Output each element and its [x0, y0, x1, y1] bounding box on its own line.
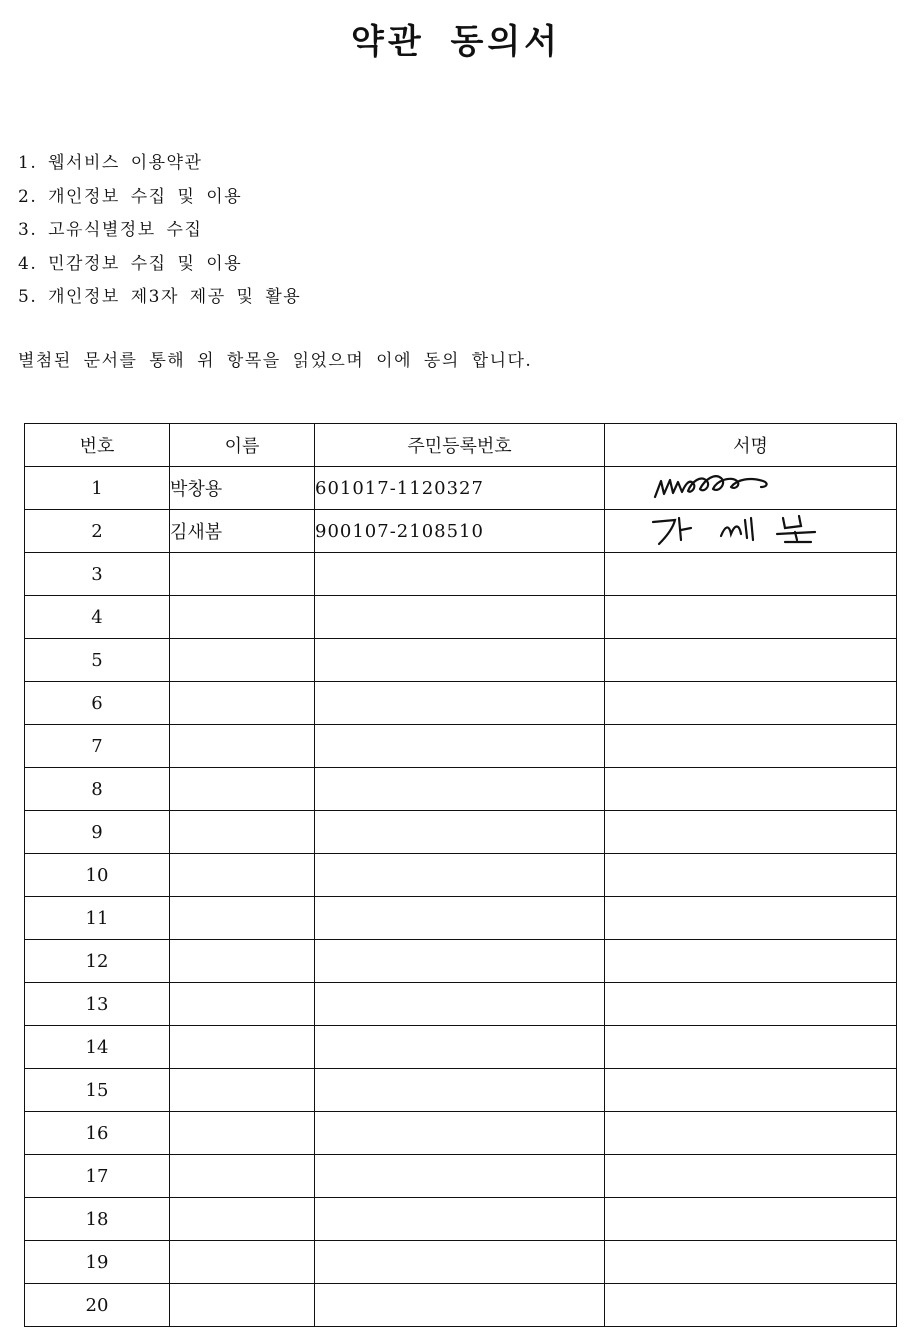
- row-number: 19: [25, 1241, 170, 1284]
- row-resident-number: [315, 639, 605, 682]
- row-number: 14: [25, 1026, 170, 1069]
- row-number: 6: [25, 682, 170, 725]
- row-signature[interactable]: [605, 725, 897, 768]
- row-resident-number: [315, 854, 605, 897]
- row-signature[interactable]: [605, 768, 897, 811]
- row-number: 12: [25, 940, 170, 983]
- row-signature[interactable]: [605, 1069, 897, 1112]
- row-resident-number: [315, 768, 605, 811]
- term-item: 2. 개인정보 수집 및 이용: [18, 186, 243, 207]
- table-row: [25, 1112, 897, 1155]
- row-name: [170, 1241, 315, 1284]
- row-name: [170, 639, 315, 682]
- header-number: 번호: [25, 424, 170, 467]
- table-row: [25, 1069, 897, 1112]
- table-row: [25, 510, 897, 553]
- row-resident-number: [315, 983, 605, 1026]
- table-row: [25, 639, 897, 682]
- table-row: [25, 983, 897, 1026]
- row-signature[interactable]: [605, 639, 897, 682]
- row-signature[interactable]: [605, 854, 897, 897]
- table-row: [25, 596, 897, 639]
- row-name: [170, 682, 315, 725]
- row-resident-number: [315, 1026, 605, 1069]
- header-resident-number: 주민등록번호: [315, 424, 605, 467]
- row-resident-number: [315, 596, 605, 639]
- row-resident-number: [315, 1155, 605, 1198]
- row-number: 18: [25, 1198, 170, 1241]
- row-name: [170, 811, 315, 854]
- row-resident-number: 601017-1120327: [315, 467, 605, 510]
- row-name: [170, 983, 315, 1026]
- row-name: [170, 1155, 315, 1198]
- table-row: [25, 940, 897, 983]
- table-row: [25, 897, 897, 940]
- consent-statement: 별첨된 문서를 통해 위 항목을 읽었으며 이에 동의 합니다.: [18, 351, 533, 371]
- row-signature: [605, 467, 897, 510]
- row-signature[interactable]: [605, 1241, 897, 1284]
- row-number: 15: [25, 1069, 170, 1112]
- row-number: 2: [25, 510, 170, 553]
- row-name: [170, 768, 315, 811]
- row-name: [170, 854, 315, 897]
- term-item: 3. 고유식별정보 수집: [18, 220, 203, 240]
- table-row: [25, 811, 897, 854]
- row-resident-number: 900107-2108510: [315, 510, 605, 553]
- row-name: [170, 553, 315, 596]
- row-number: 20: [25, 1284, 170, 1327]
- row-resident-number: [315, 811, 605, 854]
- header-signature: 서명: [605, 424, 897, 467]
- row-name: [170, 1026, 315, 1069]
- row-resident-number: [315, 1069, 605, 1112]
- row-signature[interactable]: [605, 1198, 897, 1241]
- header-name: 이름: [170, 424, 315, 467]
- term-item: 1. 웹서비스 이용약관: [18, 153, 203, 173]
- row-resident-number: [315, 682, 605, 725]
- term-item: 5. 개인정보 제3자 제공 및 활용: [18, 287, 302, 307]
- row-signature[interactable]: [605, 1284, 897, 1327]
- row-name: [170, 1284, 315, 1327]
- row-name: 김새봄: [170, 510, 315, 553]
- row-signature[interactable]: [605, 596, 897, 639]
- table-header-row: [25, 424, 897, 467]
- consent-table: [24, 423, 897, 1327]
- row-name: [170, 940, 315, 983]
- table-row: [25, 1026, 897, 1069]
- signature-drawing: [645, 463, 795, 507]
- table-row: [25, 467, 897, 510]
- row-resident-number: [315, 1241, 605, 1284]
- row-number: 8: [25, 768, 170, 811]
- row-resident-number: [315, 553, 605, 596]
- row-number: 5: [25, 639, 170, 682]
- row-signature[interactable]: [605, 1155, 897, 1198]
- row-name: [170, 1198, 315, 1241]
- row-number: 10: [25, 854, 170, 897]
- row-signature[interactable]: [605, 1026, 897, 1069]
- table-row: [25, 553, 897, 596]
- row-number: 11: [25, 897, 170, 940]
- signature-drawing: [645, 506, 845, 550]
- row-resident-number: [315, 940, 605, 983]
- row-name: [170, 596, 315, 639]
- row-name: [170, 897, 315, 940]
- table-row: [25, 1198, 897, 1241]
- row-number: 1: [25, 467, 170, 510]
- row-name: [170, 1069, 315, 1112]
- row-number: 13: [25, 983, 170, 1026]
- row-number: 17: [25, 1155, 170, 1198]
- row-resident-number: [315, 1198, 605, 1241]
- row-signature[interactable]: [605, 682, 897, 725]
- row-signature[interactable]: [605, 553, 897, 596]
- row-resident-number: [315, 1284, 605, 1327]
- row-signature[interactable]: [605, 940, 897, 983]
- table-row: [25, 1241, 897, 1284]
- terms-list: [18, 147, 301, 315]
- table-row: [25, 1284, 897, 1327]
- row-resident-number: [315, 1112, 605, 1155]
- table-row: [25, 725, 897, 768]
- table-row: [25, 854, 897, 897]
- table-row: [25, 768, 897, 811]
- row-name: [170, 725, 315, 768]
- row-name: [170, 1112, 315, 1155]
- row-signature[interactable]: [605, 983, 897, 1026]
- row-number: 7: [25, 725, 170, 768]
- row-resident-number: [315, 725, 605, 768]
- table-row: [25, 1155, 897, 1198]
- row-signature[interactable]: [605, 811, 897, 854]
- row-signature: [605, 510, 897, 553]
- document-title: 약관 동의서: [350, 22, 562, 62]
- table-row: [25, 682, 897, 725]
- row-number: 9: [25, 811, 170, 854]
- row-number: 4: [25, 596, 170, 639]
- row-signature[interactable]: [605, 1112, 897, 1155]
- row-name: 박창용: [170, 467, 315, 510]
- term-item: 4. 민감정보 수집 및 이용: [18, 253, 243, 274]
- row-number: 16: [25, 1112, 170, 1155]
- row-signature[interactable]: [605, 897, 897, 940]
- row-resident-number: [315, 897, 605, 940]
- row-number: 3: [25, 553, 170, 596]
- table-body: [25, 467, 897, 1327]
